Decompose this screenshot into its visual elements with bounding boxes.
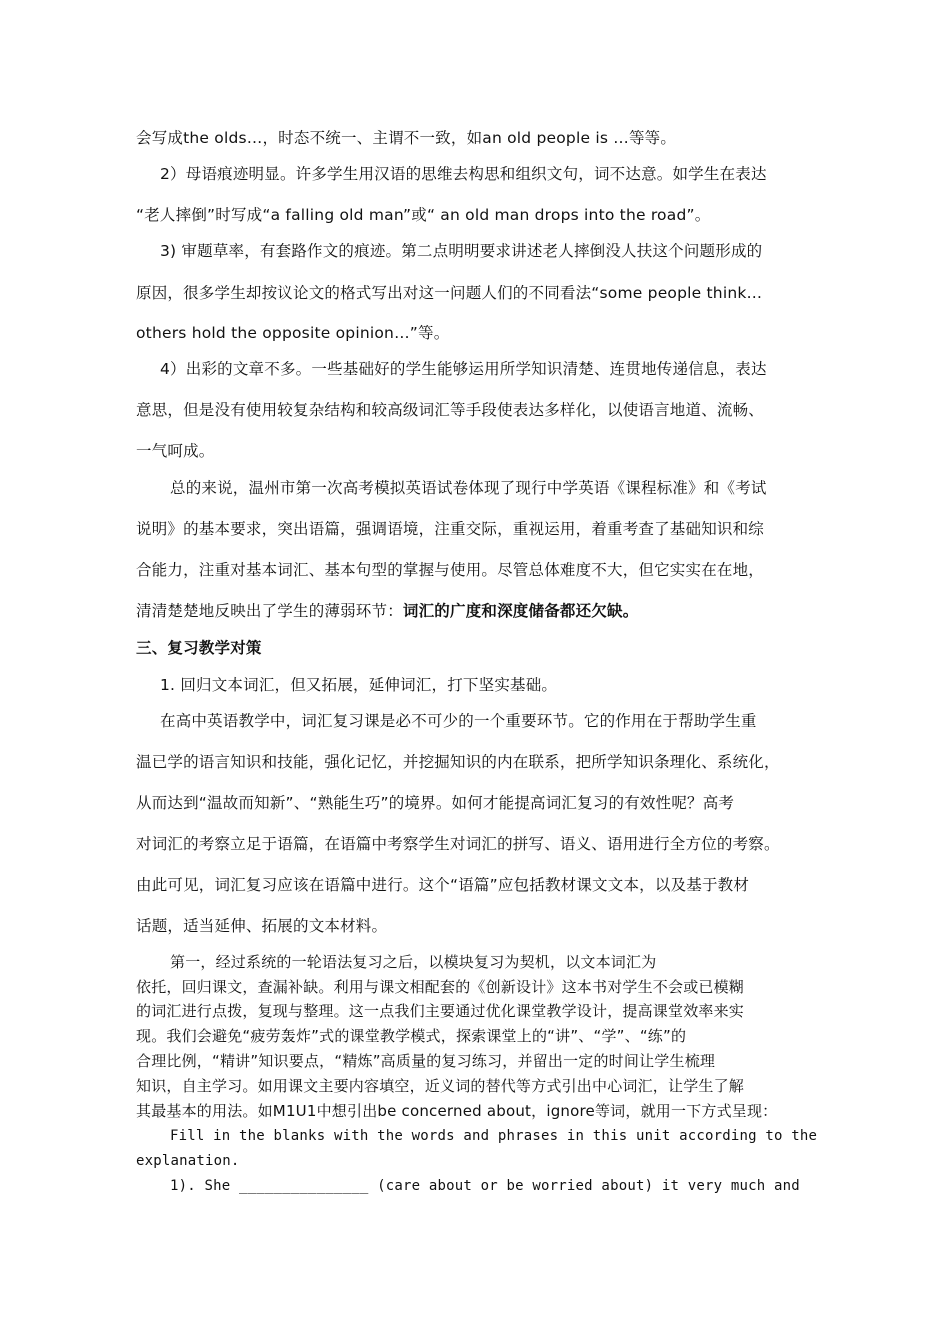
text-line	[136, 601, 838, 621]
text-line: 一气呵成。	[136, 442, 215, 460]
text-line: 从而达到“温故而知新”、“熟能生巧”的境界。如何才能提高词汇复习的有效性呢？高考	[136, 794, 735, 812]
text-segment: 清清楚楚地反映出了学生的薄弱环节：	[136, 602, 403, 620]
subheading: 1. 回归文本词汇，但又拓展，延伸词汇，打下坚实基础。	[160, 676, 558, 694]
text-line: 合理比例，“精讲”知识要点，“精炼”高质量的复习练习，并留出一定的时间让学生梳理	[136, 1052, 716, 1070]
text-line: 2）母语痕迹明显。许多学生用汉语的思维去构思和组织文句，词不达意。如学生在表达	[160, 165, 767, 183]
text-line: 知识，自主学习。如用课文主要内容填空，近义词的替代等方式引出中心词汇，让学生了解	[136, 1077, 745, 1095]
exercise-item: 1). She _______________ (care about or be worried about) it very much and	[170, 1178, 800, 1194]
text-line: 会写成the olds…，时态不统一、主谓不一致，如an old people is …等等。	[136, 129, 677, 147]
text-line: 依托，回归课文，查漏补缺。利用与课文相配套的《创新设计》这本书对学生不会或已模糊	[136, 978, 745, 996]
bold-emphasis: 词汇的广度和深度储备都还欠缺。	[402, 602, 639, 620]
text-line: 的词汇进行点拨，复现与整理。这一点我们主要通过优化课堂教学设计，提高课堂效率来实	[136, 1002, 745, 1020]
text-line: 现。我们会避免“疲劳轰炸”式的课堂教学模式，探索课堂上的“讲”、“学”、“练”的	[136, 1027, 687, 1045]
text-line: 话题，适当延伸、拓展的文本材料。	[136, 917, 388, 935]
text-line: 对词汇的考察立足于语篇，在语篇中考察学生对词汇的拼写、语义、语用进行全方位的考察。	[136, 835, 780, 853]
text-line: 意思，但是没有使用较复杂结构和较高级词汇等手段使表达多样化，以使语言地道、流畅、	[136, 401, 765, 419]
text-line: 由此可见，词汇复习应该在语篇中进行。这个“语篇”应包括教材课文文本，以及基于教材	[136, 876, 750, 894]
text-line: “老人摔倒”时写成“a falling old man”或“ an old man drops into the road”。	[136, 206, 711, 224]
text-line: 第一，经过系统的一轮语法复习之后，以模块复习为契机，以文本词汇为	[170, 953, 657, 971]
section-heading: 三、复习教学对策	[136, 639, 262, 657]
exercise-instruction: Fill in the blanks with the words and phrases in this unit according to the	[170, 1128, 818, 1144]
text-line: 合能力，注重对基本词汇、基本句型的掌握与使用。尽管总体难度不大，但它实实在在地，	[136, 561, 765, 579]
text-line: 温已学的语言知识和技能，强化记忆，并挖掘知识的内在联系，把所学知识条理化、系统化，	[136, 753, 780, 771]
text-line: others hold the opposite opinion…”等。	[136, 324, 450, 342]
text-line: 3) 审题草率，有套路作文的痕迹。第二点明明要求讲述老人摔倒没人扶这个问题形成的	[160, 242, 763, 260]
text-line: 说明》的基本要求，突出语篇，强调语境，注重交际，重视运用，着重考查了基础知识和综	[136, 520, 765, 538]
exercise-instruction: explanation.	[136, 1153, 240, 1169]
text-line: 其最基本的用法。如M1U1中想引出be concerned about，ignore等词，就用一下方式呈现：	[136, 1102, 778, 1120]
text-line: 总的来说，温州市第一次高考模拟英语试卷体现了现行中学英语《课程标准》和《考试	[170, 479, 767, 497]
text-line: 原因，很多学生却按议论文的格式写出对这一问题人们的不同看法“some people think…	[136, 284, 763, 302]
text-line: 4）出彩的文章不多。一些基础好的学生能够运用所学知识清楚、连贯地传递信息，表达	[160, 360, 767, 378]
text-line: 在高中英语教学中，词汇复习课是必不可少的一个重要环节。它的作用在于帮助学生重	[160, 712, 757, 730]
